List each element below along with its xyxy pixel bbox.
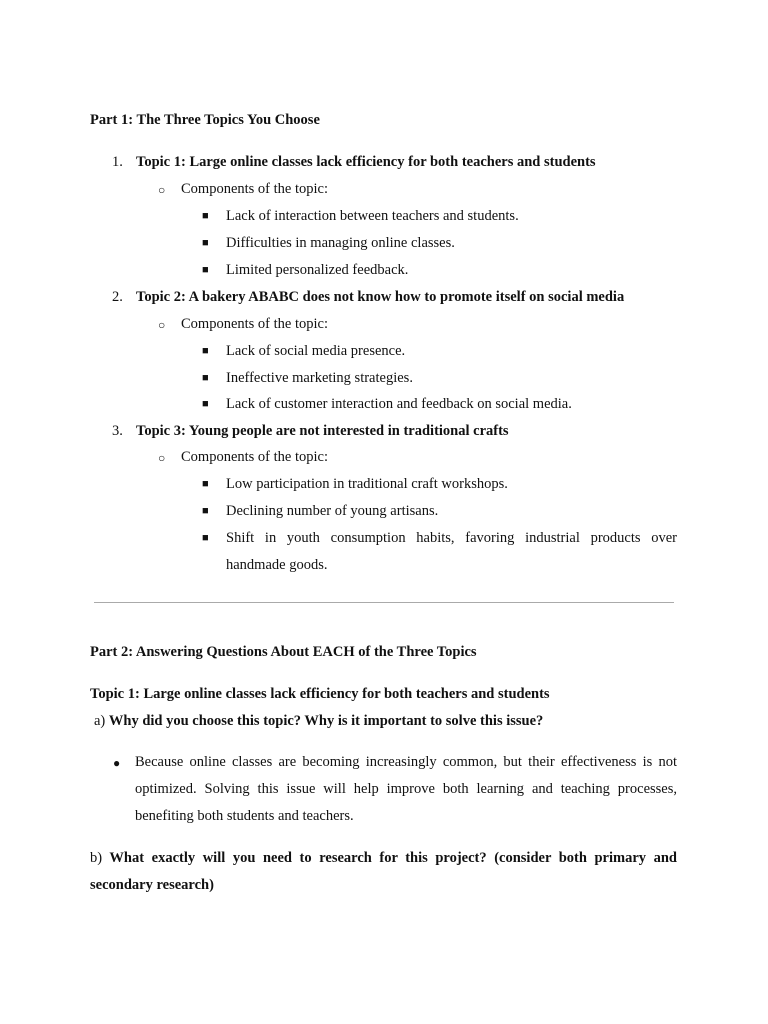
topic-number: 3.	[112, 423, 123, 439]
topic-title: Topic 3: Young people are not interested in traditional crafts	[136, 423, 509, 439]
components-label: Components of the topic:	[181, 449, 328, 465]
question-b-text: What exactly will you need to research for this project? (consider both primary and secondary research)	[90, 850, 677, 893]
question-a	[94, 713, 543, 730]
list-item: Low participation in traditional craft workshops.	[226, 476, 508, 492]
components-label: Components of the topic:	[181, 181, 328, 197]
square-bullet-icon: ■	[202, 264, 209, 276]
components-label: Components of the topic:	[181, 316, 328, 332]
list-item: Limited personalized feedback.	[226, 262, 409, 278]
answer-paragraph: Because online classes are becoming increasingly common, but their effectiveness is not optimized. Solving this issue will help improve both learning and teaching processes, benefiting both students and teachers.	[135, 754, 677, 824]
circle-bullet-icon: ○	[158, 451, 166, 465]
list-item: Shift in youth consumption habits, favoring industrial products over	[226, 530, 677, 546]
square-bullet-icon: ■	[202, 372, 209, 384]
list-item-continuation: handmade goods.	[226, 557, 328, 573]
square-bullet-icon: ■	[202, 505, 209, 517]
circle-bullet-icon: ○	[158, 318, 166, 332]
square-bullet-icon: ■	[202, 478, 209, 490]
part2-heading: Part 2: Answering Questions About EACH of the Three Topics	[90, 644, 477, 660]
topic-number: 1.	[112, 154, 123, 170]
square-bullet-icon: ■	[202, 210, 209, 222]
question-a-text: Why did you choose this topic? Why is it important to solve this issue?	[108, 713, 544, 729]
circle-bullet-icon: ○	[158, 183, 166, 197]
list-item: Declining number of young artisans.	[226, 503, 439, 519]
list-item: Lack of interaction between teachers and students.	[226, 208, 519, 224]
topic-number: 2.	[112, 289, 123, 305]
square-bullet-icon: ■	[202, 398, 209, 410]
bullet-icon: ●	[113, 756, 121, 770]
question-b	[90, 845, 677, 899]
section-divider	[94, 602, 674, 603]
topic-title: Topic 1: Large online classes lack efficiency for both teachers and students	[136, 154, 596, 170]
square-bullet-icon: ■	[202, 345, 209, 357]
square-bullet-icon: ■	[202, 237, 209, 249]
list-item: Difficulties in managing online classes.	[226, 235, 455, 251]
topic-title: Topic 2: A bakery ABABC does not know how to promote itself on social media	[136, 289, 625, 305]
square-bullet-icon: ■	[202, 532, 209, 544]
list-item: Lack of customer interaction and feedback on social media.	[226, 396, 572, 412]
topic1-heading: Topic 1: Large online classes lack efficiency for both teachers and students	[90, 686, 550, 702]
question-a-label: a)	[94, 713, 106, 729]
list-item: Lack of social media presence.	[226, 343, 406, 359]
list-item: Ineffective marketing strategies.	[226, 370, 413, 386]
question-b-label: b)	[90, 850, 103, 866]
part1-heading: Part 1: The Three Topics You Choose	[90, 112, 320, 128]
